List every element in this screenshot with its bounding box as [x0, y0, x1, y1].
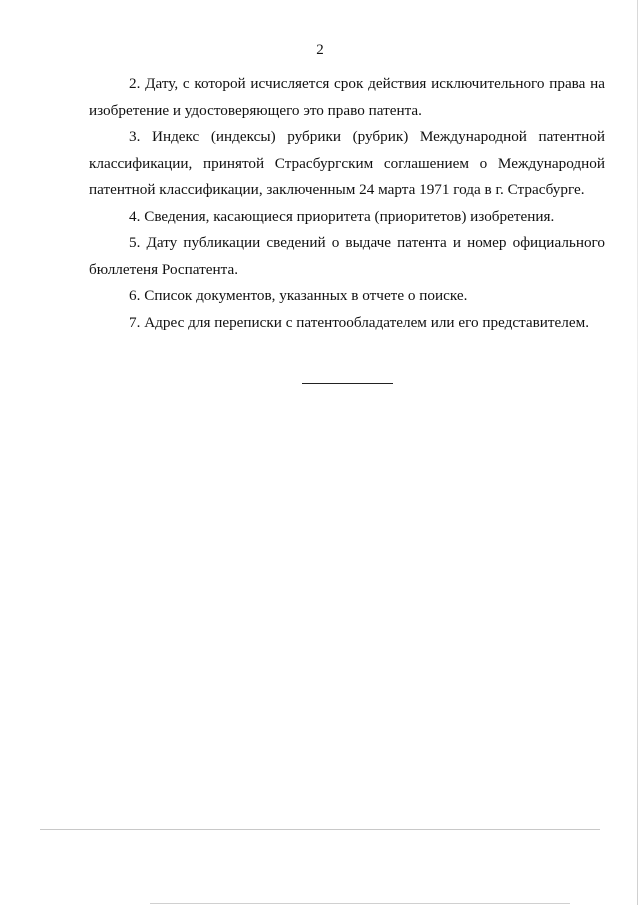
scan-edge — [637, 0, 638, 905]
end-separator-line — [302, 383, 393, 384]
scan-artifact-line — [150, 903, 570, 904]
list-item: 4. Сведения, касающиеся приоритета (приоритетов) изобретения. — [129, 207, 555, 225]
document-body — [89, 71, 605, 336]
list-item: 6. Список документов, указанных в отчете о поиске. — [129, 287, 468, 304]
page-number: 2 — [316, 42, 324, 58]
list-item: 7. Адрес для переписки с патентообладателем или его представителем. — [129, 313, 590, 331]
list-item: 2. Дату, с которой исчисляется срок действия исключительного права на изобретение и удостоверяющего это право патента. — [89, 75, 605, 119]
scan-artifact-line — [40, 829, 600, 830]
list-item: 5. Дату публикации сведений о выдаче патента и номер официального бюллетеня Роспатента. — [89, 234, 605, 278]
list-item: 3. Индекс (индексы) рубрики (рубрик) Международной патентной классификации, принятой Страсбургским соглашением о Международной патентной классификации, заключенным 24 марта 1971 года в г. Страсбурге. — [89, 128, 605, 198]
